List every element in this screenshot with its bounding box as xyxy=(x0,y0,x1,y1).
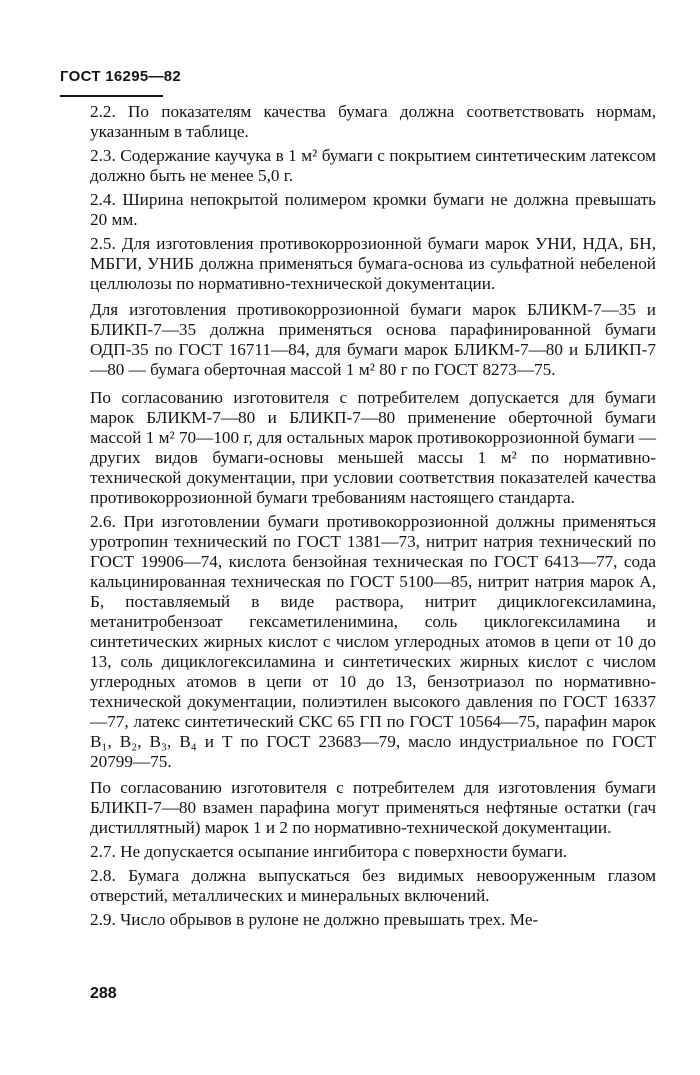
paragraph-2-8: 2.8. Бумага должна выпускаться без видимых невооруженным глазом отверстий, металлических и минеральных включений. xyxy=(90,866,656,905)
paragraph-2-6-agreement: По согласованию изготовителя с потребителем для изготовления бумаги БЛИКП-7—80 взамен парафина могут применяться нефтяные остатки (гач дистиллятный) марок 1 и 2 по нормативно-технической документации. xyxy=(90,778,656,837)
paragraph-2-6: 2.6. При изготовлении бумаги противокоррозионной должны применяться уротропин технический по ГОСТ 1381—73, нитрит натрия технический по ГОСТ 19906—74, кислота бензойная техническая по ГОСТ 6413—77, сода кальцинированная техническая по ГОСТ 5100—85, нитрит натрия марок А, Б, поставляемый в виде раствора, нитрит дициклогексиламина, метанитробензоат гексаметиленимина, соль циклогексиламина и синтетических жирных кислот с числом углеродных атомов в цепи от 10 до 13, соль дициклогексиламина и синтетических жирных кислот с числом углеродных атомов в цепи от 10 до 13, бензотриазол по нормативно-технической документации, полиэтилен высокого давления по ГОСТ 16337—77, латекс синтетический СКС 65 ГП по ГОСТ 10564—75, парафин марок В₁, В₂, В₃, В₄ и Т по ГОСТ 23683—79, масло индустриальное по ГОСТ 20799—75. xyxy=(90,512,656,771)
paragraph-2-5-agreement: По согласованию изготовителя с потребителем допускается для бумаги марок БЛИКМ-7—80 и БЛИКП-7—80 применение оберточной бумаги массой 1 м² 70—100 г, для остальных марок противокоррозионной бумаги — других видов бумаги-основы меньшей массы 1 м² по нормативно-технической документации, при условии соответствия показателей качества противокоррозионной бумаги требованиям настоящего стандарта. xyxy=(90,388,657,507)
paragraph-2-2: 2.2. По показателям качества бумага должна соответствовать нормам, указанным в таблице. xyxy=(90,102,656,141)
page-number: 288 xyxy=(90,985,117,1002)
paragraph-2-3: 2.3. Содержание каучука в 1 м² бумаги с покрытием синтетическим латексом должно быть не менее 5,0 г. xyxy=(90,146,656,185)
document-header: ГОСТ 16295—82 xyxy=(60,68,182,85)
paragraph-2-9: 2.9. Число обрывов в рулоне не должно превышать трех. Ме- xyxy=(90,910,539,929)
header-rule xyxy=(60,95,163,97)
paragraph-2-5: 2.5. Для изготовления противокоррозионной бумаги марок УНИ, НДА, БН, МБГИ, УНИБ должна применяться бумага-основа из сульфатной небеленой целлюлозы по нормативно-технической документации. xyxy=(90,234,656,293)
paragraph-2-7: 2.7. Не допускается осыпание ингибитора с поверхности бумаги. xyxy=(90,842,568,861)
paragraph-2-4: 2.4. Ширина непокрытой полимером кромки бумаги не должна превышать 20 мм. xyxy=(90,190,656,229)
body-text xyxy=(90,102,656,934)
paragraph-2-5-base: Для изготовления противокоррозионной бумаги марок БЛИКМ-7—35 и БЛИКП-7—35 должна применяться основа парафинированной бумаги ОДП-35 по ГОСТ 16711—84, для бумаги марок БЛИКМ-7—80 и БЛИКП-7—80 — бумага оберточная массой 1 м² 80 г по ГОСТ 8273—75. xyxy=(90,300,656,379)
